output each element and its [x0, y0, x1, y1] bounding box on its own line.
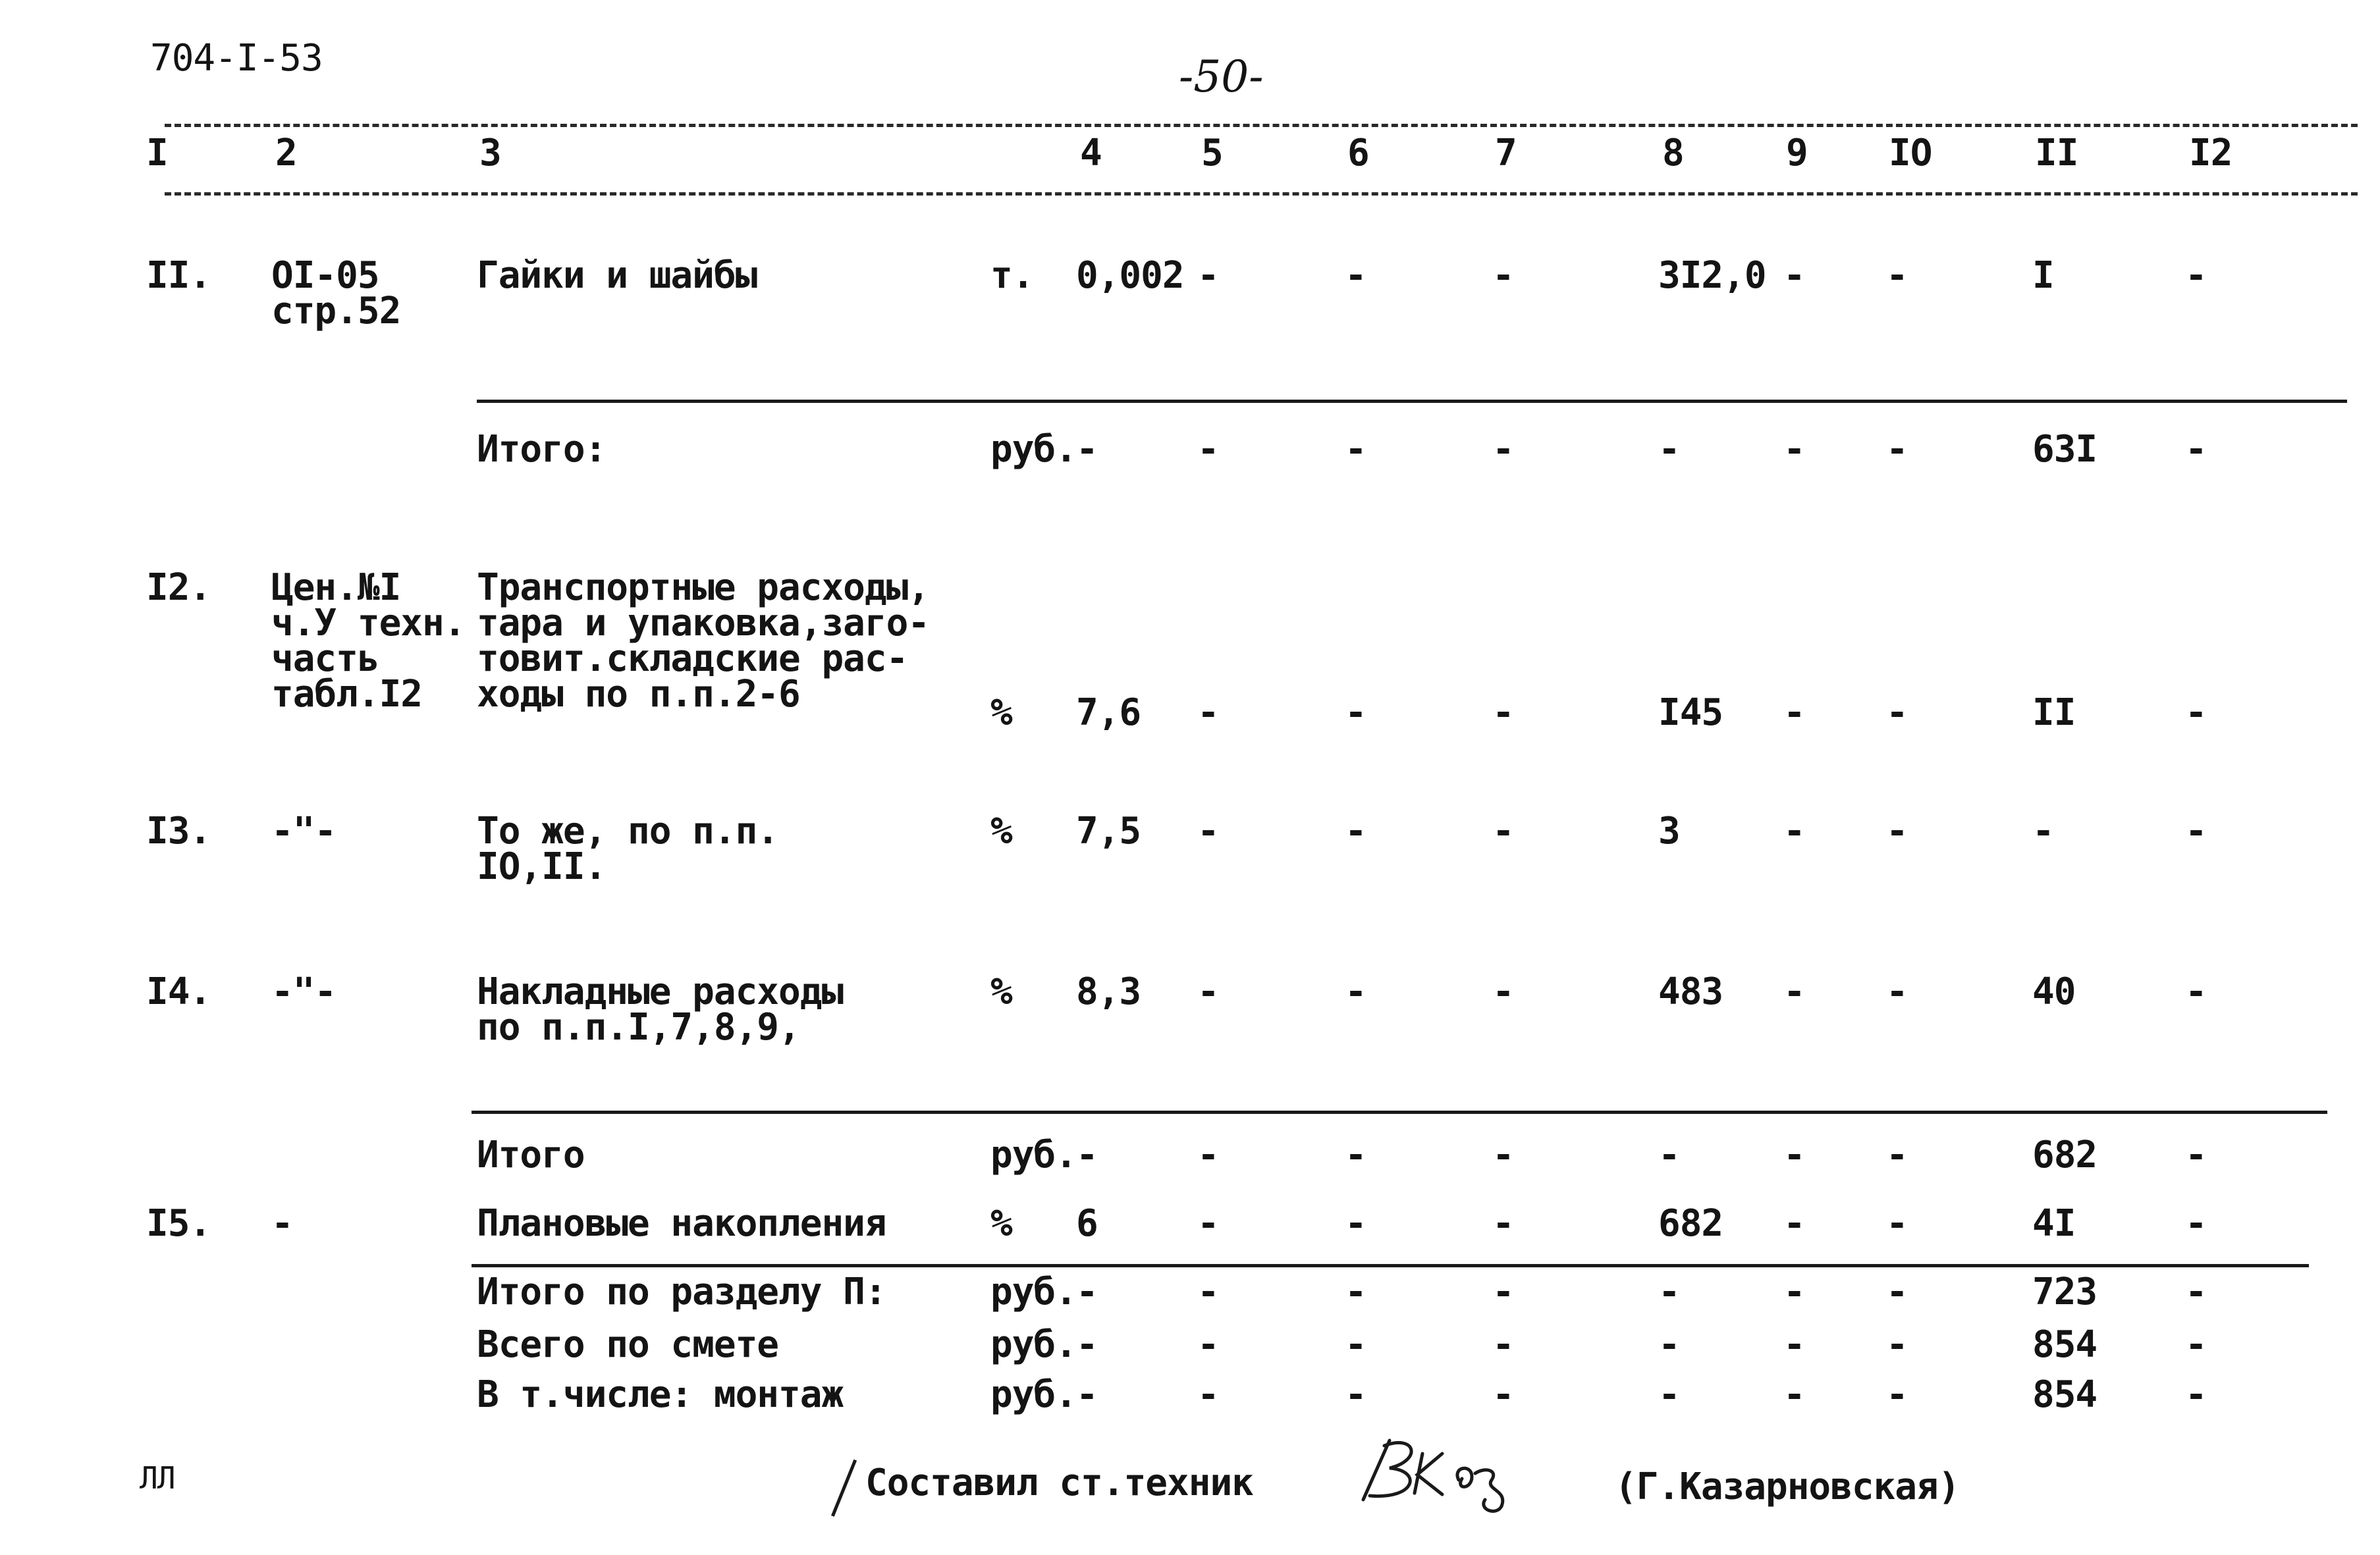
column-header: 6	[1347, 132, 1369, 174]
table-cell-name: Транспортные расходы, тара и упаковка,заго- товит.складские рас- ходы по п.п.2-6	[477, 566, 930, 716]
table-cell-c11: 854	[2032, 1323, 2097, 1366]
table-cell-num: I3.	[146, 810, 211, 853]
column-header: 5	[1201, 132, 1223, 174]
table-cell-c5: -	[1197, 1202, 1219, 1245]
table-cell-c6: -	[1345, 1134, 1366, 1176]
footer-mark: ЛЛ	[140, 1460, 175, 1496]
table-cell-unit: %	[990, 691, 1012, 734]
table-cell-c12: -	[2185, 810, 2207, 853]
table-cell-name: Накладные расходы по п.п.I,7,8,9,	[477, 970, 844, 1049]
table-cell-c12: -	[2185, 428, 2207, 471]
table-cell-num: I4.	[146, 970, 211, 1013]
table-cell-c5: -	[1197, 1373, 1219, 1416]
table-cell-unit: %	[990, 1202, 1012, 1245]
table-cell-qty: -	[1076, 1373, 1098, 1416]
table-cell-c6: -	[1345, 810, 1366, 853]
table-cell-c8: 682	[1658, 1202, 1723, 1245]
table-cell-c12: -	[2185, 970, 2207, 1013]
table-cell-c8: I45	[1658, 691, 1723, 734]
table-cell-c10: -	[1886, 1202, 1908, 1245]
table-cell-c8: -	[1658, 1271, 1680, 1313]
table-cell-name: Итого:	[477, 428, 607, 471]
column-header: IO	[1889, 132, 1932, 174]
table-cell-qty: 7,6	[1076, 691, 1141, 734]
table-cell-c7: -	[1492, 810, 1514, 853]
table-cell-qty: -	[1076, 1323, 1098, 1366]
column-header: I	[146, 132, 168, 174]
table-cell-c10: -	[1886, 254, 1908, 297]
table-cell-c10: -	[1886, 1271, 1908, 1313]
table-cell-c5: -	[1197, 810, 1219, 853]
table-cell-c8: 3I2,0	[1658, 254, 1766, 297]
table-cell-c6: -	[1345, 1373, 1366, 1416]
table-cell-c9: -	[1783, 970, 1805, 1013]
page-number: -50-	[1179, 51, 1264, 102]
table-cell-c6: -	[1345, 1323, 1366, 1366]
table-cell-c7: -	[1492, 1134, 1514, 1176]
column-header: 8	[1662, 132, 1684, 174]
subtotal-rule-1	[477, 400, 2347, 403]
table-cell-c5: -	[1197, 254, 1219, 297]
table-cell-ref: Цен.№I ч.У техн. часть табл.I2	[271, 566, 466, 716]
table-cell-qty: 8,3	[1076, 970, 1141, 1013]
table-cell-name: Плановые накопления	[477, 1202, 886, 1245]
table-cell-c6: -	[1345, 691, 1366, 734]
table-cell-c9: -	[1783, 1202, 1805, 1245]
table-cell-c5: -	[1197, 428, 1219, 471]
table-cell-c5: -	[1197, 691, 1219, 734]
table-cell-c11: I	[2032, 254, 2054, 297]
column-header: 9	[1786, 132, 1808, 174]
table-cell-ref: OI-05 стр.52	[271, 254, 401, 332]
table-cell-c9: -	[1783, 1323, 1805, 1366]
table-cell-c6: -	[1345, 1271, 1366, 1313]
column-header: 2	[275, 132, 297, 174]
table-cell-unit: руб.	[990, 1134, 1077, 1176]
table-cell-ref: -"-	[271, 810, 337, 853]
table-cell-c5: -	[1197, 1323, 1219, 1366]
table-cell-c11: 63I	[2032, 428, 2097, 471]
table-cell-c10: -	[1886, 1323, 1908, 1366]
table-cell-c9: -	[1783, 254, 1805, 297]
table-cell-c6: -	[1345, 970, 1366, 1013]
table-cell-name: Гайки и шайбы	[477, 254, 757, 297]
table-cell-c11: 4I	[2032, 1202, 2076, 1245]
table-cell-c9: -	[1783, 1271, 1805, 1313]
document-code: 704-I-53	[150, 37, 323, 80]
table-cell-c7: -	[1492, 254, 1514, 297]
table-cell-c12: -	[2185, 1202, 2207, 1245]
table-cell-c8: -	[1658, 1373, 1680, 1416]
table-cell-c11: 854	[2032, 1373, 2097, 1416]
compiler-name: (Г.Казарновская)	[1615, 1465, 1960, 1508]
table-cell-num: I2.	[146, 566, 211, 609]
table-cell-c7: -	[1492, 1373, 1514, 1416]
table-cell-c6: -	[1345, 254, 1366, 297]
table-cell-qty: 0,002	[1076, 254, 1184, 297]
column-header: 7	[1495, 132, 1517, 174]
table-cell-num: II.	[146, 254, 211, 297]
table-cell-name: В т.числе: монтаж	[477, 1373, 844, 1416]
table-cell-c12: -	[2185, 1271, 2207, 1313]
table-cell-c12: -	[2185, 691, 2207, 734]
table-cell-qty: -	[1076, 1134, 1098, 1176]
table-cell-unit: т.	[990, 254, 1034, 297]
table-cell-c11: 40	[2032, 970, 2076, 1013]
table-cell-c12: -	[2185, 254, 2207, 297]
table-cell-c12: -	[2185, 1134, 2207, 1176]
table-cell-c8: -	[1658, 1323, 1680, 1366]
table-cell-c9: -	[1783, 810, 1805, 853]
table-cell-c5: -	[1197, 1134, 1219, 1176]
table-cell-c10: -	[1886, 810, 1908, 853]
table-cell-c10: -	[1886, 970, 1908, 1013]
subtotal-rule-2	[472, 1111, 2327, 1114]
table-cell-c7: -	[1492, 970, 1514, 1013]
table-cell-name: Итого по разделу П:	[477, 1271, 886, 1313]
table-cell-qty: 7,5	[1076, 810, 1141, 853]
table-cell-c10: -	[1886, 1134, 1908, 1176]
table-cell-c7: -	[1492, 1323, 1514, 1366]
column-header: I2	[2189, 132, 2232, 174]
table-cell-c11: -	[2032, 810, 2054, 853]
table-cell-c7: -	[1492, 428, 1514, 471]
table-cell-c7: -	[1492, 691, 1514, 734]
table-cell-c12: -	[2185, 1323, 2207, 1366]
compiled-by-label: Составил ст.техник	[865, 1462, 1253, 1504]
table-cell-c11: 723	[2032, 1271, 2097, 1313]
table-cell-name: То же, по п.п. IO,II.	[477, 810, 779, 888]
table-cell-c8: -	[1658, 428, 1680, 471]
table-cell-unit: %	[990, 810, 1012, 853]
table-cell-c7: -	[1492, 1271, 1514, 1313]
table-cell-c10: -	[1886, 428, 1908, 471]
table-cell-c9: -	[1783, 1134, 1805, 1176]
table-cell-c6: -	[1345, 428, 1366, 471]
header-top-rule	[165, 124, 2358, 127]
table-cell-c11: II	[2032, 691, 2076, 734]
table-cell-unit: руб.	[990, 1373, 1077, 1416]
table-cell-num: I5.	[146, 1202, 211, 1245]
table-cell-qty: -	[1076, 1271, 1098, 1313]
table-cell-c5: -	[1197, 1271, 1219, 1313]
table-cell-unit: руб.	[990, 1271, 1077, 1313]
table-cell-qty: -	[1076, 428, 1098, 471]
table-cell-unit: руб.	[990, 428, 1077, 471]
table-cell-c8: 483	[1658, 970, 1723, 1013]
table-cell-c12: -	[2185, 1373, 2207, 1416]
table-cell-unit: руб.	[990, 1323, 1077, 1366]
table-cell-ref: -"-	[271, 970, 337, 1013]
table-cell-c9: -	[1783, 1373, 1805, 1416]
table-cell-qty: 6	[1076, 1202, 1098, 1245]
table-cell-c8: 3	[1658, 810, 1680, 853]
table-cell-c10: -	[1886, 691, 1908, 734]
table-cell-c6: -	[1345, 1202, 1366, 1245]
table-cell-c9: -	[1783, 428, 1805, 471]
handwritten-signature	[1343, 1427, 1515, 1513]
table-cell-c7: -	[1492, 1202, 1514, 1245]
table-cell-c5: -	[1197, 970, 1219, 1013]
table-cell-name: Всего по смете	[477, 1323, 779, 1366]
table-cell-c9: -	[1783, 691, 1805, 734]
table-cell-name: Итого	[477, 1134, 585, 1176]
column-header: 3	[479, 132, 501, 174]
section-total-rule	[472, 1264, 2309, 1267]
table-cell-unit: %	[990, 970, 1012, 1013]
table-cell-ref: -	[271, 1202, 293, 1245]
signature-slash	[831, 1460, 857, 1517]
column-header: 4	[1080, 132, 1102, 174]
column-header: II	[2035, 132, 2078, 174]
header-bottom-rule	[165, 192, 2358, 196]
table-cell-c8: -	[1658, 1134, 1680, 1176]
table-cell-c10: -	[1886, 1373, 1908, 1416]
table-cell-c11: 682	[2032, 1134, 2097, 1176]
